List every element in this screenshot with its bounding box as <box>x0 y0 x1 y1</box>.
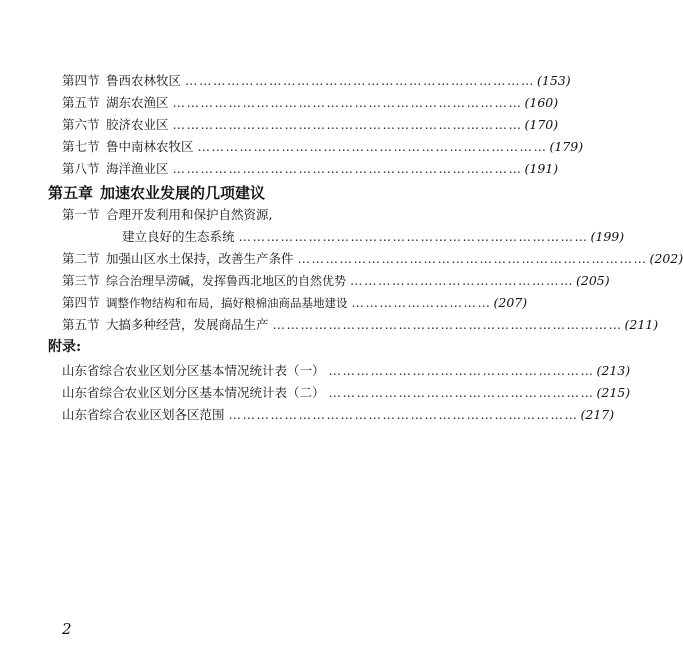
dot-leader: ………………………………………………………………… <box>272 317 623 332</box>
chapter-title: 加速农业发展的几项建议 <box>100 184 266 202</box>
page-ref: (170) <box>524 117 559 132</box>
toc-entry <box>62 406 615 424</box>
section-title: 鲁西农林牧区 <box>106 73 182 88</box>
dot-leader: ………………………………………………………………… <box>172 117 523 132</box>
section-title: 鲁中南林农牧区 <box>106 139 194 154</box>
page-ref: (217) <box>580 407 615 422</box>
section-number: 第五节 <box>62 317 100 332</box>
appendix-title: 附录: <box>48 339 82 355</box>
appendix-item-title: 山东省综合农业区划分区基本情况统计表（二） <box>62 385 325 400</box>
dot-leader: ………………………………………………………………… <box>185 73 536 88</box>
toc-entry <box>62 316 659 334</box>
appendix-item-title: 山东省综合农业区划分区基本情况统计表（一） <box>62 363 325 378</box>
toc-entry <box>62 116 559 134</box>
section-title: 湖东农渔区 <box>106 95 169 110</box>
page-ref: (153) <box>537 73 571 88</box>
toc-entry <box>62 362 631 380</box>
dot-leader: ………………………………………………………………… <box>228 407 579 422</box>
dot-leader: ………………………………………………………………… <box>238 229 589 244</box>
page-ref: (191) <box>524 161 559 176</box>
section-number: 第二节 <box>62 251 100 266</box>
toc-entry <box>62 294 528 312</box>
section-number: 第三节 <box>62 273 100 288</box>
section-title: 综合治理旱涝碱，发挥鲁西北地区的自然优势 <box>106 274 347 288</box>
appendix-heading <box>48 338 395 356</box>
page-ref: (179) <box>549 139 584 154</box>
page-ref: (199) <box>590 229 625 244</box>
page-ref: (207) <box>493 295 528 310</box>
toc-entry <box>62 138 584 156</box>
chapter-number: 第五章 <box>48 184 94 202</box>
dot-leader: ………………………… <box>351 295 492 310</box>
page-ref: (202) <box>649 251 683 266</box>
dot-leader: ………………………………………………………………… <box>197 139 548 154</box>
page-ref: (215) <box>596 385 631 400</box>
toc-entry-continuation <box>122 228 625 246</box>
section-number: 第四节 <box>62 295 100 310</box>
toc-entry <box>62 72 571 90</box>
toc-entry <box>62 206 395 224</box>
section-title: 胶济农业区 <box>106 117 169 132</box>
section-number: 第一节 <box>62 207 100 222</box>
dot-leader: ………………………………………………… <box>328 363 595 378</box>
page-ref: (160) <box>524 95 559 110</box>
section-title: 大搞多种经营，发展商品生产 <box>106 317 269 332</box>
toc-entry <box>62 160 559 178</box>
section-number: 第七节 <box>62 139 100 154</box>
dot-leader: ………………………………………………………………… <box>172 95 523 110</box>
dot-leader: ………………………………………………… <box>328 385 595 400</box>
page-ref: (205) <box>576 273 610 288</box>
section-title: 合理开发利用和保护自然资源, <box>106 207 273 222</box>
section-title: 海洋渔业区 <box>106 161 169 176</box>
appendix-item-title: 山东省综合农业区划各区范围 <box>62 407 225 422</box>
toc-entry <box>62 272 610 290</box>
dot-leader: ………………………………………………………………… <box>297 251 648 266</box>
toc-entry <box>62 384 631 402</box>
toc-entry <box>62 94 559 112</box>
page-ref: (211) <box>624 317 659 332</box>
chapter-heading <box>48 184 395 202</box>
section-number: 第八节 <box>62 161 100 176</box>
toc-entry <box>62 250 683 268</box>
section-title-continued: 建立良好的生态系统 <box>122 229 235 244</box>
dot-leader: ………………………………………………………………… <box>172 161 523 176</box>
section-title: 加强山区水土保持，改善生产条件 <box>106 251 294 266</box>
dot-leader: ………………………………………… <box>350 273 575 288</box>
section-number: 第四节 <box>62 73 100 88</box>
page-number: 2 <box>62 620 72 638</box>
section-number: 第五节 <box>62 95 100 110</box>
section-title: 调整作物结构和布局，搞好粮棉油商品基地建设 <box>106 296 348 310</box>
page-ref: (213) <box>596 363 631 378</box>
section-number: 第六节 <box>62 117 100 132</box>
